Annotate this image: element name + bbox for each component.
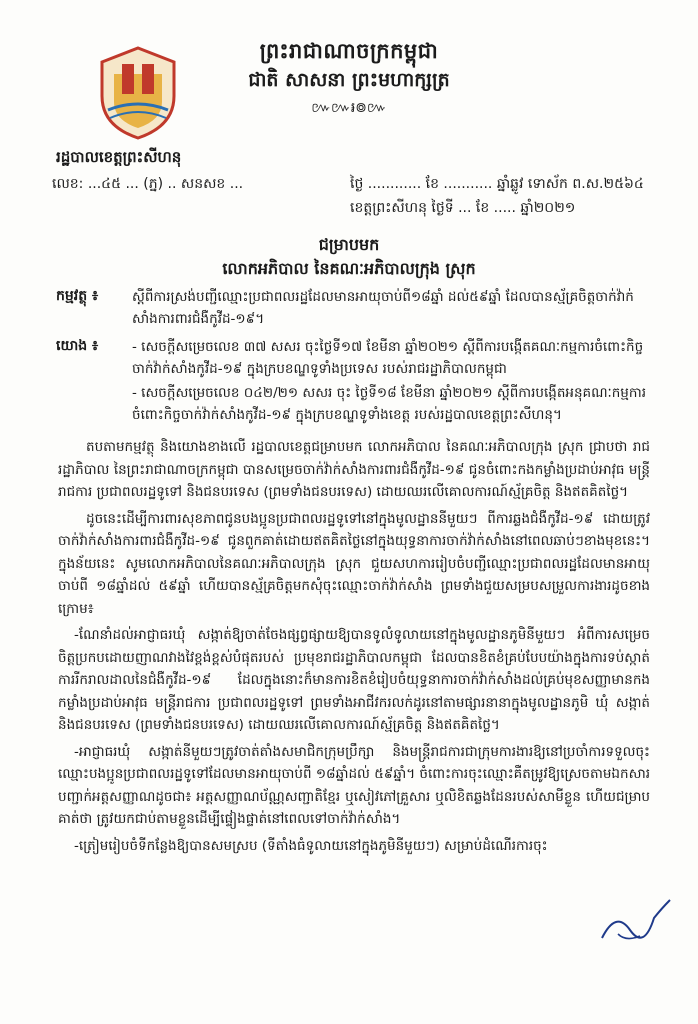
recipient: លោកអភិបាល នៃគណៈអភិបាលក្រុង ស្រុក bbox=[222, 259, 476, 278]
subject-text: ស្តីពីការស្រង់បញ្ជីឈ្មោះប្រជាពលរដ្ឋដែលមានអាយុចាប់ពី១៨ឆ្នាំ ដល់៥៩ឆ្នាំ ដែលបានស្ម័គ្រចិត្តចាក់វ៉ាក់សាំងការពារជំងឺកូវីដ-១៩។ bbox=[132, 289, 634, 327]
reference-number: លេខ: ...៤៥ ... (ភ្ន) .. សនសខ ... bbox=[52, 176, 244, 192]
salutation: ជម្រាបមក bbox=[318, 235, 380, 254]
references-label: យោង ៖ bbox=[56, 338, 99, 354]
provincial-seal-icon bbox=[96, 44, 180, 140]
subject-label: កម្មវត្ថុ ៖ bbox=[56, 288, 99, 304]
national-motto: ជាតិ សាសនា ព្រះមហាក្សត្រ bbox=[248, 69, 450, 91]
kingdom-title: ព្រះរាជាណាចក្រកម្ពុជា bbox=[259, 39, 439, 63]
body-paragraph: ដូចនេះដើម្បីការពារសុខភាពជូនបងប្អូនប្រជាពលរដ្ឋទូទៅនៅក្នុងមូលដ្ឋាននីមួយៗ ពីការឆ្លងជំងឺកូវីដ-១៩ ដោយត្រូវចាក់វ៉ាក់សាំងការពារជំងឺកូវីដ-១៩ ជូនពួកគាត់ដោយឥតគិតថ្លៃនៅក្នុងយុទ្ធនាការចាក់វ៉ាក់សាំងនៅពេលឆាប់ៗខាងមុខនេះ។ ក្នុងន័យនេះ សូមលោកអភិបាលនៃគណៈអភិបាលក្រុង ស្រុក ជួយសហការរៀបចំបញ្ជីឈ្មោះប្រជាពលរដ្ឋដែលមានអាយុចាប់ពី ១៨ឆ្នាំដល់ ៥៩ឆ្នាំ ហើយបានស្ម័គ្រចិត្តមកសុំចុះឈ្មោះចាក់វ៉ាក់សាំង ព្រមទាំងជួយសម្របសម្រួលការងារដូចខាងក្រោម៖ bbox=[58, 510, 650, 617]
issuing-authority: រដ្ឋបាលខេត្តព្រះសីហនុ bbox=[56, 148, 182, 166]
lunar-date: ថ្ងៃ ............ ខែ ........... ឆ្នាំឆ្លូវ ទោស័ក ព.ស.២៥៦៤ bbox=[350, 176, 644, 192]
handwritten-signature-icon bbox=[596, 890, 676, 950]
body-paragraph: តបតាមកម្មវត្ថុ និងយោងខាងលើ រដ្ឋបាលខេត្តជម្រាបមក លោកអភិបាល នៃគណៈអភិបាលក្រុង ស្រុក ជ្រាបថា រាជរដ្ឋាភិបាល នៃព្រះរាជាណាចក្រកម្ពុជា បានសម្រេចចាក់វ៉ាក់សាំងការពារជំងឺកូវីដ-១៩ ជូនចំពោះកងកម្លាំងប្រដាប់អាវុធ មន្ត្រីរាជការ ប្រជាពលរដ្ឋទូទៅ និងជនបរទេស (ព្រមទាំងជនបរទេស) ដោយឈរលើគោលការណ៍ស្ម័គ្រចិត្ត និងឥតគិតថ្លៃ។ bbox=[58, 439, 650, 500]
body-bullet: -ណែនាំដល់អាជ្ញាធរឃុំ សង្កាត់ឱ្យចាត់ចែងផ្សព្វផ្សាយឱ្យបានទូលំទូលាយនៅក្នុងមូលដ្ឋានភូមិនីមួយៗ អំពីការសម្រេចចិត្តប្រកបដោយញាណវាងវៃខ្ពង់ខ្ពស់បំផុតរបស់ ប្រមុខរាជរដ្ឋាភិបាលកម្ពុជា ដែលបានខិតខំគ្រប់បែបយ៉ាងក្នុងការទប់ស្កាត់ការរីករាលដាលនៃជំងឺកូវីដ-១៩ ដែលក្នុងនោះក៏មានការខិតខំរៀបចំយុទ្ធនាការចាក់វ៉ាក់សាំងដល់គ្រប់មុខសញ្ញាមានកងកម្លាំងប្រដាប់អាវុធ មន្ត្រីរាជការ ប្រជាពលរដ្ឋទូទៅ ព្រមទាំងអាជីវករលក់ដូរនៅតាមផ្សារនានាក្នុងមូលដ្ឋានភូមិ ឃុំ សង្កាត់ និងជនបរទេស (ព្រមទាំងជនបរទេស) ដោយឈរលើគោលការណ៍ស្ម័គ្រចិត្ត និងឥតគិតថ្លៃ។ bbox=[58, 627, 650, 733]
solar-date: ខេត្តព្រះសីហនុ ថ្ងៃទី ... ខែ ..... ឆ្នាំ២០២១ bbox=[350, 200, 576, 216]
references-list bbox=[132, 336, 652, 428]
body-bullet: -អាជ្ញាធរឃុំ សង្កាត់នីមួយៗត្រូវចាត់តាំងសមាជិកក្រុមប្រឹក្សា និងមន្ត្រីរាជការជាក្រុមការងារឱ្យនៅប្រចាំការទទួលចុះឈ្មោះបងប្អូនប្រជាពលរដ្ឋទូទៅដែលមានអាយុចាប់ពី ១៨ឆ្នាំដល់ ៥៩ឆ្នាំ។ ចំពោះការចុះឈ្មោះគឺតម្រូវឱ្យស្រេចតាមឯកសារបញ្ជាក់អត្តសញ្ញាណដូចជា៖ អត្តសញ្ញាណប័ណ្ណសញ្ជាតិខ្មែរ ឬសៀវភៅគ្រួសារ ឬលិខិតឆ្លងដែនរបស់សាមីខ្លួន ហើយជម្រាបគាត់ថា ត្រូវយកជាប់តាមខ្លួនដើម្បីផ្ទៀងផ្ទាត់នៅពេលទៅចាក់វ៉ាក់សាំង។ bbox=[58, 743, 650, 827]
reference-item: - សេចក្តីសម្រេចលេខ ០៤២/២១ សសរ ចុះ ថ្ងៃទី១៨ ខែមីនា ឆ្នាំ២០២១ ស្តីពីការបង្កើតអនុគណៈកម្មការចំពោះកិច្ចចាក់វ៉ាក់សាំងកូវីដ-១៩ ក្នុងក្របខណ្ឌទូទាំងខេត្ត របស់រដ្ឋបាលខេត្តព្រះសីហនុ។ bbox=[132, 385, 646, 423]
body-bullet: -ត្រៀមរៀបចំទីកន្លែងឱ្យបានសមស្រប (ទីតាំងធំទូលាយនៅក្នុងភូមិនីមួយៗ) សម្រាប់ដំណើរការចុះ bbox=[74, 837, 548, 854]
reference-item: - សេចក្តីសម្រេចលេខ ៣៧ សសរ ចុះថ្ងៃទី១៧ ខែមីនា ឆ្នាំ២០២១ ស្តីពីការបង្កើតគណៈកម្មការចំពោះកិច្ចចាក់វ៉ាក់សាំងកូវីដ-១៩ ក្នុងក្របខណ្ឌទូទាំងប្រទេស របស់រាជរដ្ឋាភិបាលកម្ពុជា bbox=[132, 339, 644, 377]
header-ornament: ៚៚៛៙៚ bbox=[311, 100, 387, 116]
letter-body bbox=[58, 436, 650, 861]
